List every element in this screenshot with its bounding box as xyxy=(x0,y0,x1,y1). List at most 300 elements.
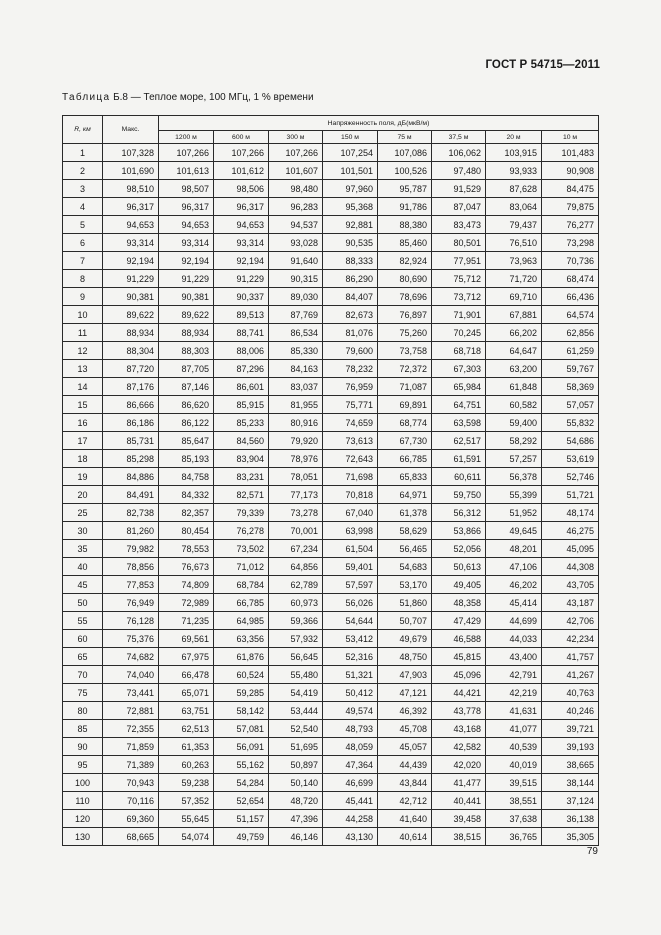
distance-cell: 75 xyxy=(63,684,103,702)
table-row xyxy=(63,396,599,414)
table-row xyxy=(63,360,599,378)
value-cell: 46,146 xyxy=(269,828,323,846)
value-cell: 36,765 xyxy=(486,828,542,846)
table-row xyxy=(63,648,599,666)
value-cell: 40,441 xyxy=(432,792,486,810)
value-cell: 50,707 xyxy=(378,612,432,630)
value-cell: 48,358 xyxy=(432,594,486,612)
max-value-cell: 71,859 xyxy=(103,738,159,756)
value-cell: 100,526 xyxy=(378,162,432,180)
max-value-cell: 74,040 xyxy=(103,666,159,684)
value-cell: 83,064 xyxy=(486,198,542,216)
value-cell: 45,057 xyxy=(378,738,432,756)
max-value-cell: 85,731 xyxy=(103,432,159,450)
value-cell: 90,315 xyxy=(269,270,323,288)
distance-cell: 70 xyxy=(63,666,103,684)
value-cell: 47,396 xyxy=(269,810,323,828)
value-cell: 81,076 xyxy=(323,324,378,342)
distance-cell: 55 xyxy=(63,612,103,630)
document-code: ГОСТ Р 54715—2011 xyxy=(485,59,600,71)
value-cell: 107,266 xyxy=(269,144,323,162)
value-cell: 71,698 xyxy=(323,468,378,486)
table-row xyxy=(63,234,599,252)
value-cell: 78,696 xyxy=(378,288,432,306)
page-number: 79 xyxy=(586,846,598,857)
value-cell: 49,574 xyxy=(323,702,378,720)
distance-cell: 8 xyxy=(63,270,103,288)
value-cell: 61,848 xyxy=(486,378,542,396)
value-cell: 45,095 xyxy=(542,540,599,558)
value-cell: 67,881 xyxy=(486,306,542,324)
value-cell: 54,074 xyxy=(159,828,214,846)
value-cell: 83,037 xyxy=(269,378,323,396)
distance-cell: 60 xyxy=(63,630,103,648)
value-cell: 61,378 xyxy=(378,504,432,522)
value-cell: 80,454 xyxy=(159,522,214,540)
value-cell: 94,653 xyxy=(214,216,269,234)
value-cell: 46,699 xyxy=(323,774,378,792)
value-cell: 89,513 xyxy=(214,306,269,324)
value-cell: 78,051 xyxy=(269,468,323,486)
value-cell: 49,645 xyxy=(486,522,542,540)
header-height: 300 м xyxy=(269,131,323,144)
max-value-cell: 93,314 xyxy=(103,234,159,252)
max-value-cell: 68,665 xyxy=(103,828,159,846)
value-cell: 85,330 xyxy=(269,342,323,360)
value-cell: 95,368 xyxy=(323,198,378,216)
value-cell: 57,057 xyxy=(542,396,599,414)
distance-cell: 85 xyxy=(63,720,103,738)
caption-text: Б.8 — Теплое море, 100 МГц, 1 % времени xyxy=(113,92,314,103)
max-value-cell: 78,856 xyxy=(103,558,159,576)
value-cell: 64,647 xyxy=(486,342,542,360)
value-cell: 45,708 xyxy=(378,720,432,738)
header-height: 75 м xyxy=(378,131,432,144)
header-max: Макс. xyxy=(103,116,159,144)
value-cell: 38,665 xyxy=(542,756,599,774)
value-cell: 42,234 xyxy=(542,630,599,648)
value-cell: 84,163 xyxy=(269,360,323,378)
value-cell: 66,785 xyxy=(378,450,432,468)
value-cell: 86,534 xyxy=(269,324,323,342)
distance-cell: 14 xyxy=(63,378,103,396)
header-height: 600 м xyxy=(214,131,269,144)
value-cell: 85,193 xyxy=(159,450,214,468)
value-cell: 65,984 xyxy=(432,378,486,396)
table-row xyxy=(63,270,599,288)
value-cell: 79,600 xyxy=(323,342,378,360)
value-cell: 44,258 xyxy=(323,810,378,828)
value-cell: 60,263 xyxy=(159,756,214,774)
value-cell: 91,786 xyxy=(378,198,432,216)
max-value-cell: 86,666 xyxy=(103,396,159,414)
value-cell: 75,260 xyxy=(378,324,432,342)
value-cell: 50,613 xyxy=(432,558,486,576)
distance-cell: 9 xyxy=(63,288,103,306)
value-cell: 80,501 xyxy=(432,234,486,252)
value-cell: 67,040 xyxy=(323,504,378,522)
value-cell: 44,439 xyxy=(378,756,432,774)
value-cell: 40,763 xyxy=(542,684,599,702)
value-cell: 57,932 xyxy=(269,630,323,648)
value-cell: 75,712 xyxy=(432,270,486,288)
value-cell: 67,234 xyxy=(269,540,323,558)
distance-cell: 11 xyxy=(63,324,103,342)
table-row xyxy=(63,702,599,720)
value-cell: 66,202 xyxy=(486,324,542,342)
max-value-cell: 81,260 xyxy=(103,522,159,540)
table-body xyxy=(63,144,599,846)
value-cell: 69,891 xyxy=(378,396,432,414)
table-row xyxy=(63,612,599,630)
table-row xyxy=(63,630,599,648)
value-cell: 107,254 xyxy=(323,144,378,162)
value-cell: 57,257 xyxy=(486,450,542,468)
value-cell: 64,751 xyxy=(432,396,486,414)
value-cell: 92,881 xyxy=(323,216,378,234)
value-cell: 56,312 xyxy=(432,504,486,522)
distance-cell: 95 xyxy=(63,756,103,774)
value-cell: 82,357 xyxy=(159,504,214,522)
value-cell: 38,515 xyxy=(432,828,486,846)
value-cell: 72,372 xyxy=(378,360,432,378)
table-row xyxy=(63,198,599,216)
value-cell: 73,758 xyxy=(378,342,432,360)
max-value-cell: 70,116 xyxy=(103,792,159,810)
value-cell: 59,767 xyxy=(542,360,599,378)
value-cell: 88,934 xyxy=(159,324,214,342)
table-row xyxy=(63,306,599,324)
value-cell: 48,059 xyxy=(323,738,378,756)
value-cell: 91,529 xyxy=(432,180,486,198)
value-cell: 89,030 xyxy=(269,288,323,306)
max-value-cell: 76,128 xyxy=(103,612,159,630)
value-cell: 73,502 xyxy=(214,540,269,558)
value-cell: 63,356 xyxy=(214,630,269,648)
value-cell: 62,517 xyxy=(432,432,486,450)
value-cell: 54,419 xyxy=(269,684,323,702)
value-cell: 36,138 xyxy=(542,810,599,828)
value-cell: 95,787 xyxy=(378,180,432,198)
value-cell: 59,366 xyxy=(269,612,323,630)
table-row xyxy=(63,180,599,198)
distance-cell: 80 xyxy=(63,702,103,720)
value-cell: 62,513 xyxy=(159,720,214,738)
distance-cell: 90 xyxy=(63,738,103,756)
value-cell: 101,501 xyxy=(323,162,378,180)
max-value-cell: 69,360 xyxy=(103,810,159,828)
value-cell: 53,619 xyxy=(542,450,599,468)
value-cell: 98,480 xyxy=(269,180,323,198)
value-cell: 52,540 xyxy=(269,720,323,738)
value-cell: 86,601 xyxy=(214,378,269,396)
value-cell: 101,612 xyxy=(214,162,269,180)
distance-cell: 5 xyxy=(63,216,103,234)
value-cell: 44,033 xyxy=(486,630,542,648)
table-row xyxy=(63,288,599,306)
value-cell: 39,515 xyxy=(486,774,542,792)
field-strength-table xyxy=(62,115,599,846)
value-cell: 92,194 xyxy=(214,252,269,270)
value-cell: 81,955 xyxy=(269,396,323,414)
value-cell: 91,229 xyxy=(214,270,269,288)
distance-cell: 3 xyxy=(63,180,103,198)
value-cell: 61,353 xyxy=(159,738,214,756)
value-cell: 64,574 xyxy=(542,306,599,324)
distance-cell: 50 xyxy=(63,594,103,612)
value-cell: 63,200 xyxy=(486,360,542,378)
max-value-cell: 87,720 xyxy=(103,360,159,378)
table-row xyxy=(63,144,599,162)
value-cell: 68,718 xyxy=(432,342,486,360)
table-row xyxy=(63,828,599,846)
value-cell: 78,976 xyxy=(269,450,323,468)
value-cell: 71,901 xyxy=(432,306,486,324)
value-cell: 47,106 xyxy=(486,558,542,576)
value-cell: 70,818 xyxy=(323,486,378,504)
value-cell: 106,062 xyxy=(432,144,486,162)
value-cell: 75,771 xyxy=(323,396,378,414)
max-value-cell: 94,653 xyxy=(103,216,159,234)
value-cell: 48,201 xyxy=(486,540,542,558)
table-row xyxy=(63,342,599,360)
value-cell: 77,951 xyxy=(432,252,486,270)
value-cell: 66,436 xyxy=(542,288,599,306)
value-cell: 71,720 xyxy=(486,270,542,288)
value-cell: 64,971 xyxy=(378,486,432,504)
value-cell: 41,757 xyxy=(542,648,599,666)
max-value-cell: 91,229 xyxy=(103,270,159,288)
value-cell: 55,162 xyxy=(214,756,269,774)
value-cell: 57,352 xyxy=(159,792,214,810)
header-height: 20 м xyxy=(486,131,542,144)
value-cell: 45,815 xyxy=(432,648,486,666)
distance-cell: 40 xyxy=(63,558,103,576)
value-cell: 53,866 xyxy=(432,522,486,540)
value-cell: 88,333 xyxy=(323,252,378,270)
value-cell: 67,730 xyxy=(378,432,432,450)
value-cell: 45,441 xyxy=(323,792,378,810)
value-cell: 44,421 xyxy=(432,684,486,702)
value-cell: 39,193 xyxy=(542,738,599,756)
value-cell: 59,750 xyxy=(432,486,486,504)
value-cell: 94,537 xyxy=(269,216,323,234)
value-cell: 51,721 xyxy=(542,486,599,504)
value-cell: 39,458 xyxy=(432,810,486,828)
table-row xyxy=(63,468,599,486)
value-cell: 71,012 xyxy=(214,558,269,576)
max-value-cell: 92,194 xyxy=(103,252,159,270)
value-cell: 43,130 xyxy=(323,828,378,846)
value-cell: 88,380 xyxy=(378,216,432,234)
value-cell: 73,298 xyxy=(542,234,599,252)
value-cell: 58,369 xyxy=(542,378,599,396)
value-cell: 70,001 xyxy=(269,522,323,540)
distance-cell: 6 xyxy=(63,234,103,252)
value-cell: 92,194 xyxy=(159,252,214,270)
value-cell: 52,056 xyxy=(432,540,486,558)
table-row xyxy=(63,432,599,450)
value-cell: 68,474 xyxy=(542,270,599,288)
value-cell: 72,643 xyxy=(323,450,378,468)
value-cell: 45,414 xyxy=(486,594,542,612)
value-cell: 77,173 xyxy=(269,486,323,504)
header-field-strength: Напряженность поля, дБ(мкВ/м) xyxy=(159,116,599,131)
value-cell: 48,720 xyxy=(269,792,323,810)
value-cell: 58,142 xyxy=(214,702,269,720)
value-cell: 76,510 xyxy=(486,234,542,252)
value-cell: 88,006 xyxy=(214,342,269,360)
value-cell: 52,654 xyxy=(214,792,269,810)
value-cell: 91,640 xyxy=(269,252,323,270)
table-row xyxy=(63,738,599,756)
distance-cell: 100 xyxy=(63,774,103,792)
value-cell: 96,283 xyxy=(269,198,323,216)
value-cell: 56,465 xyxy=(378,540,432,558)
value-cell: 55,399 xyxy=(486,486,542,504)
value-cell: 61,504 xyxy=(323,540,378,558)
max-value-cell: 82,738 xyxy=(103,504,159,522)
table-row xyxy=(63,792,599,810)
value-cell: 85,233 xyxy=(214,414,269,432)
value-cell: 78,553 xyxy=(159,540,214,558)
value-cell: 107,266 xyxy=(159,144,214,162)
value-cell: 55,480 xyxy=(269,666,323,684)
value-cell: 90,908 xyxy=(542,162,599,180)
value-cell: 71,087 xyxy=(378,378,432,396)
value-cell: 46,202 xyxy=(486,576,542,594)
value-cell: 44,308 xyxy=(542,558,599,576)
table-row xyxy=(63,162,599,180)
value-cell: 47,429 xyxy=(432,612,486,630)
value-cell: 73,963 xyxy=(486,252,542,270)
value-cell: 54,686 xyxy=(542,432,599,450)
caption-label: Таблица xyxy=(62,92,111,103)
table-row xyxy=(63,522,599,540)
distance-cell: 65 xyxy=(63,648,103,666)
value-cell: 60,582 xyxy=(486,396,542,414)
value-cell: 96,317 xyxy=(214,198,269,216)
value-cell: 84,475 xyxy=(542,180,599,198)
value-cell: 50,897 xyxy=(269,756,323,774)
value-cell: 54,284 xyxy=(214,774,269,792)
distance-cell: 1 xyxy=(63,144,103,162)
value-cell: 55,832 xyxy=(542,414,599,432)
value-cell: 82,673 xyxy=(323,306,378,324)
value-cell: 58,629 xyxy=(378,522,432,540)
distance-cell: 120 xyxy=(63,810,103,828)
value-cell: 41,267 xyxy=(542,666,599,684)
value-cell: 43,400 xyxy=(486,648,542,666)
table-row xyxy=(63,720,599,738)
value-cell: 41,077 xyxy=(486,720,542,738)
value-cell: 53,412 xyxy=(323,630,378,648)
value-cell: 49,405 xyxy=(432,576,486,594)
value-cell: 56,378 xyxy=(486,468,542,486)
value-cell: 98,507 xyxy=(159,180,214,198)
value-cell: 49,679 xyxy=(378,630,432,648)
max-value-cell: 84,886 xyxy=(103,468,159,486)
value-cell: 68,774 xyxy=(378,414,432,432)
distance-cell: 4 xyxy=(63,198,103,216)
max-value-cell: 89,622 xyxy=(103,306,159,324)
distance-cell: 25 xyxy=(63,504,103,522)
value-cell: 51,321 xyxy=(323,666,378,684)
value-cell: 90,337 xyxy=(214,288,269,306)
value-cell: 41,631 xyxy=(486,702,542,720)
value-cell: 76,959 xyxy=(323,378,378,396)
max-value-cell: 73,441 xyxy=(103,684,159,702)
distance-cell: 17 xyxy=(63,432,103,450)
value-cell: 90,381 xyxy=(159,288,214,306)
max-value-cell: 76,949 xyxy=(103,594,159,612)
distance-cell: 35 xyxy=(63,540,103,558)
table-row xyxy=(63,414,599,432)
value-cell: 48,793 xyxy=(323,720,378,738)
distance-cell: 2 xyxy=(63,162,103,180)
max-value-cell: 75,376 xyxy=(103,630,159,648)
value-cell: 73,712 xyxy=(432,288,486,306)
value-cell: 84,407 xyxy=(323,288,378,306)
table-row xyxy=(63,486,599,504)
value-cell: 96,317 xyxy=(159,198,214,216)
value-cell: 89,622 xyxy=(159,306,214,324)
value-cell: 50,412 xyxy=(323,684,378,702)
value-cell: 42,706 xyxy=(542,612,599,630)
value-cell: 91,229 xyxy=(159,270,214,288)
distance-cell: 10 xyxy=(63,306,103,324)
distance-cell: 30 xyxy=(63,522,103,540)
value-cell: 73,613 xyxy=(323,432,378,450)
value-cell: 63,598 xyxy=(432,414,486,432)
distance-cell: 110 xyxy=(63,792,103,810)
value-cell: 54,683 xyxy=(378,558,432,576)
value-cell: 66,478 xyxy=(159,666,214,684)
value-cell: 57,597 xyxy=(323,576,378,594)
table-row xyxy=(63,450,599,468)
value-cell: 43,778 xyxy=(432,702,486,720)
value-cell: 93,028 xyxy=(269,234,323,252)
value-cell: 65,071 xyxy=(159,684,214,702)
value-cell: 86,290 xyxy=(323,270,378,288)
value-cell: 43,844 xyxy=(378,774,432,792)
value-cell: 83,904 xyxy=(214,450,269,468)
value-cell: 103,915 xyxy=(486,144,542,162)
value-cell: 47,364 xyxy=(323,756,378,774)
table-row xyxy=(63,810,599,828)
value-cell: 79,920 xyxy=(269,432,323,450)
value-cell: 52,316 xyxy=(323,648,378,666)
value-cell: 42,020 xyxy=(432,756,486,774)
max-value-cell: 90,381 xyxy=(103,288,159,306)
value-cell: 107,086 xyxy=(378,144,432,162)
max-value-cell: 88,934 xyxy=(103,324,159,342)
value-cell: 82,571 xyxy=(214,486,269,504)
value-cell: 46,392 xyxy=(378,702,432,720)
distance-cell: 130 xyxy=(63,828,103,846)
value-cell: 69,710 xyxy=(486,288,542,306)
value-cell: 84,560 xyxy=(214,432,269,450)
value-cell: 53,170 xyxy=(378,576,432,594)
table-row xyxy=(63,504,599,522)
value-cell: 80,690 xyxy=(378,270,432,288)
value-cell: 61,259 xyxy=(542,342,599,360)
value-cell: 88,741 xyxy=(214,324,269,342)
max-value-cell: 88,304 xyxy=(103,342,159,360)
value-cell: 62,856 xyxy=(542,324,599,342)
max-value-cell: 70,943 xyxy=(103,774,159,792)
max-value-cell: 84,491 xyxy=(103,486,159,504)
